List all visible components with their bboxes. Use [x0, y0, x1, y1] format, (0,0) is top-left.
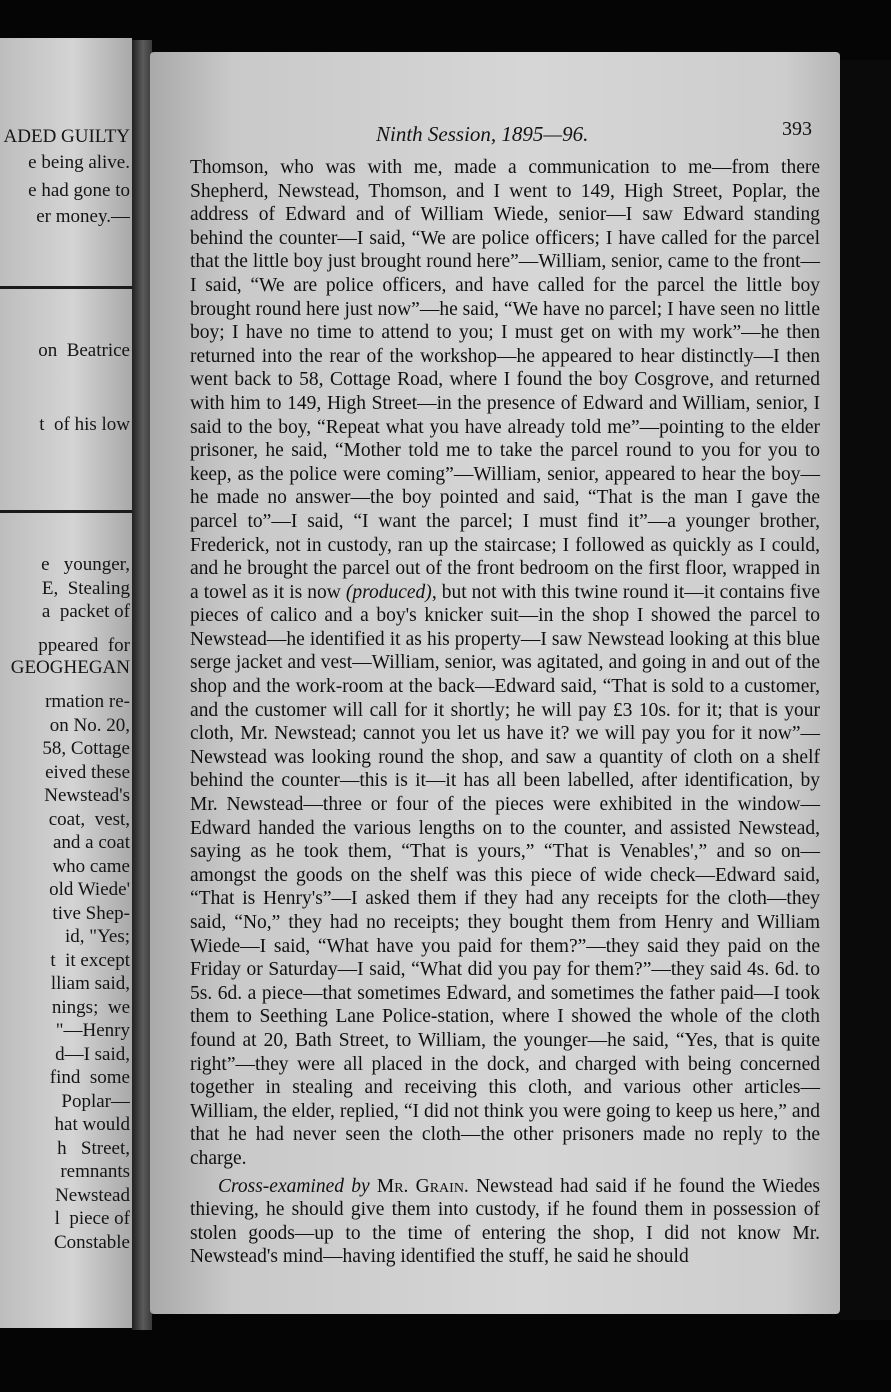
left-page-line: and a coat [52, 832, 130, 853]
book-gutter [132, 40, 152, 1330]
left-page-line: rmation re- [45, 691, 130, 712]
left-page-line: e being alive. [28, 152, 130, 173]
left-page-line: Constable [54, 1232, 130, 1253]
left-page-rule [0, 286, 132, 289]
left-page-line: 58, Cottage [42, 738, 130, 759]
left-page-line: eived these [45, 762, 130, 783]
left-page-line: tive Shep- [52, 903, 130, 924]
page-number: 393 [782, 118, 812, 140]
left-page-line: er money.— [36, 206, 130, 227]
left-page-line: on Beatrice [38, 340, 130, 361]
page-header [150, 118, 840, 152]
left-page-line: a packet of [41, 601, 130, 622]
left-page-line: t it except [50, 950, 130, 971]
paragraph [190, 1175, 820, 1269]
left-page-line: on No. 20, [49, 715, 130, 736]
left-page-line: "—Henry [55, 1020, 130, 1041]
left-page-line: find some [49, 1067, 130, 1088]
left-page-line: Newstead [55, 1185, 130, 1206]
left-page-line: e younger, [41, 554, 130, 575]
left-page-line: Newstead's [44, 785, 130, 806]
left-page-line: Poplar— [61, 1091, 130, 1112]
left-page-line: old Wiede' [49, 879, 130, 900]
left-page-rule [0, 510, 132, 513]
paragraph [190, 156, 820, 1171]
italic-text: (produced) [345, 581, 432, 603]
left-page-line: coat, vest, [48, 809, 130, 830]
left-page-line: l piece of [54, 1208, 130, 1229]
left-page-line: hat would [54, 1114, 130, 1135]
paragraph-text: Thomson, who was with me, made a communication to me—from there Shepherd, Newstead, Thomson, and I went to 149, High Street, Poplar, the address of Edward and of William Wiede, senior—I saw Edward standing behind the counter—I said, “We are police officers; I have called for the parcel that the little boy just brought round here”—William, senior, came to the front—I said, “We are police officers, and have called for the parcel the little boy brought round here just now”—he said, “We have no parcel; I have seen no little boy; I have no time to attend to you; I must get on with my work”—he then returned into the rear of the workshop—he appeared to hear distinctly—I then went back to 58, Cottage Road, where I found the boy Cosgrove, and returned with him to 149, High Street—in the presence of Edward and William, senior, I said to the boy, “Repeat what you have already told me”—pointing to the elder prisoner, he said, “Mother told me to take the parcel round to you for you to keep, as the police were coming”—William, senior, appeared to hear the boy—he made no answer—the boy pointed and said, “That is the man I gave the parcel to”—I said, “I want the parcel; I must find it”—a younger brother, Frederick, not in custody, ran up the staircase; I followed as quickly as I could, and he brought the parcel out of the front bedroom on the first floor, wrapped in a towel as it is now [190, 157, 820, 603]
left-page-lines [0, 38, 132, 1328]
cross-examined-label: Cross-examined by [218, 1175, 370, 1197]
left-page-line: ADED GUILTY [3, 126, 130, 147]
left-page-line: nings; we [51, 997, 130, 1018]
body-text [190, 156, 820, 1269]
left-page-line: lliam said, [50, 973, 130, 994]
background-edge [840, 60, 891, 1320]
left-page-fragment [0, 38, 132, 1328]
paragraph-text: , but not with this twine round it—it contains five pieces of calico and a boy's knicker suit—in the shop I showed the parcel to Newstead—he identified it as his property—I saw Newstead looking at this blue serge jacket and vest—William, senior, was agitated, and going in and out of the shop and the work-room at the back—Edward said, “That is sold to a customer, and the customer will call for it shortly; he will pay £3 10s. for it; that is your cloth, Mr. Newstead; cannot you let us have it? we will pay you for it now”—Newstead was looking round the shop, and saw a quantity of cloth on a shelf behind the counter—this is it—it has all been labelled, after identification, by Mr. Newstead—three or four of the pieces were exhibited in the window—Edward handed the various lengths on to the counter, and assisted Newstead, saying as he took them, “That is yours,” “That is Venables',” and so on—amongst the goods on the shelf was this piece of wide check—Edward said, “That is Henry's”—I asked them if they had any receipts for the cloth—they said, “No,” they had no receipts; they bought them from Henry and William Wiede—I said, “What have you paid for them?”—they said they paid on the Friday or Saturday—I said, “What did you pay for them?”—they said 4s. 6d. to 5s. 6d. a piece—that sometimes Edward, and sometimes the father paid—I took them to Seething Lane Police-station, where I showed the whole of the cloth found at 20, Bath Street, to William, the younger—he said, “Yes, that is quite right”—they were all placed in the dock, and charged with being concerned together in stealing and receiving this cloth, and various other articles—William, the elder, replied, “I did not think you were going to keep us here,” and that he had never seen the cloth—the other prisoners made no reply to the charge. [190, 581, 820, 1169]
left-page-line: d—I said, [55, 1044, 130, 1065]
left-page-line: e had gone to [28, 180, 130, 201]
running-head: Ninth Session, 1895—96. [376, 122, 589, 146]
left-page-line: h Street, [57, 1138, 130, 1159]
left-page-line: ppeared for [38, 635, 130, 656]
left-page-line: GEOGHEGAN [10, 657, 130, 678]
left-page-line: who came [42, 856, 130, 877]
counsel-name: Mr. Grain. [376, 1175, 469, 1197]
paragraph-text: Newstead had said if he found the Wiedes thieving, he should give them into custody, if he found them in possession of stolen goods—up to the time of entering the shop, I did not know Mr. Newstead's mind—having identified the stuff, he said he should [190, 1175, 820, 1268]
right-page [150, 52, 840, 1314]
left-page-line: E, Stealing [41, 578, 130, 599]
left-page-line: t of his low [39, 414, 130, 435]
left-page-line: id, "Yes; [65, 926, 130, 947]
left-page-line: remnants [60, 1161, 130, 1182]
